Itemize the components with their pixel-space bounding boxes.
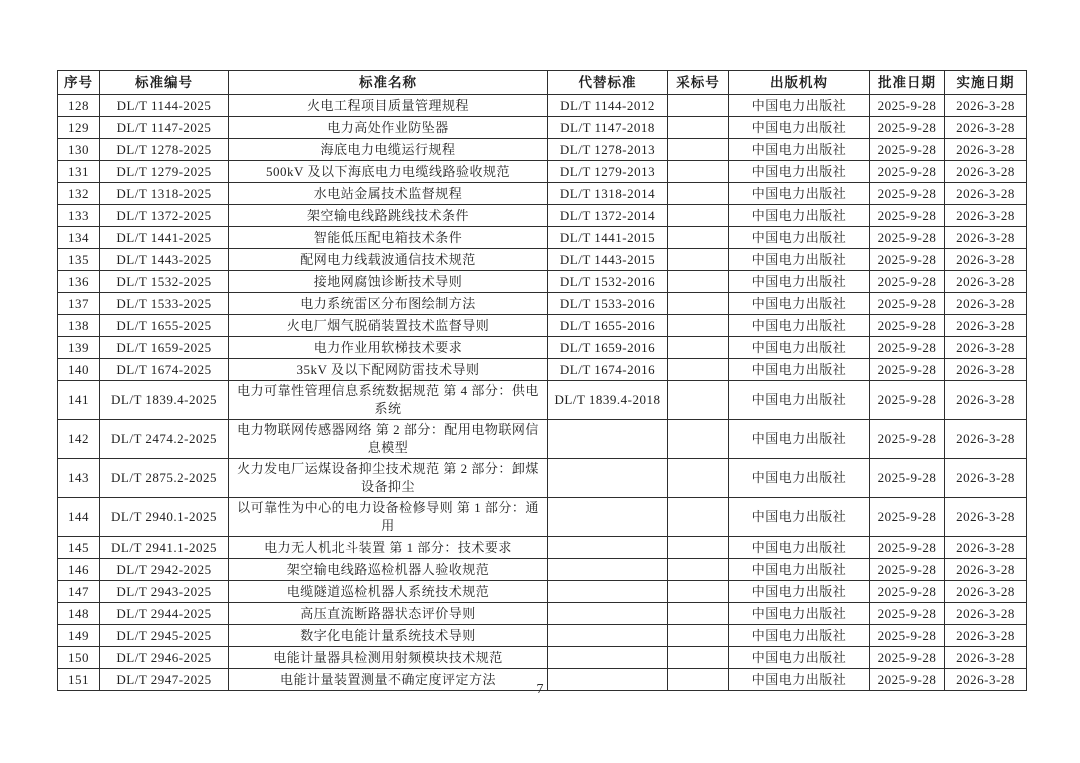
cell-adopt (668, 581, 729, 603)
cell-no: 146 (58, 559, 100, 581)
cell-approved: 2025-9-28 (870, 293, 945, 315)
cell-name: 数字化电能计量系统技术导则 (229, 625, 548, 647)
table-row (58, 293, 1027, 315)
table-row (58, 559, 1027, 581)
cell-publisher: 中国电力出版社 (729, 95, 870, 117)
cell-publisher: 中国电力出版社 (729, 249, 870, 271)
cell-adopt (668, 498, 729, 537)
cell-code: DL/T 2942-2025 (100, 559, 229, 581)
table-row (58, 161, 1027, 183)
cell-adopt (668, 249, 729, 271)
cell-adopt (668, 139, 729, 161)
cell-name: 水电站金属技术监督规程 (229, 183, 548, 205)
cell-approved: 2025-9-28 (870, 95, 945, 117)
cell-name: 电力无人机北斗装置 第 1 部分：技术要求 (229, 537, 548, 559)
cell-name: 电力物联网传感器网络 第 2 部分：配用电物联网信息模型 (229, 420, 548, 459)
table-row (58, 183, 1027, 205)
cell-no: 142 (58, 420, 100, 459)
cell-approved: 2025-9-28 (870, 183, 945, 205)
cell-approved: 2025-9-28 (870, 669, 945, 691)
cell-publisher: 中国电力出版社 (729, 117, 870, 139)
cell-code: DL/T 2875.2-2025 (100, 459, 229, 498)
cell-replaces: DL/T 1441-2015 (548, 227, 668, 249)
cell-no: 136 (58, 271, 100, 293)
cell-effective: 2026-3-28 (945, 669, 1027, 691)
cell-adopt (668, 117, 729, 139)
cell-adopt (668, 420, 729, 459)
cell-publisher: 中国电力出版社 (729, 293, 870, 315)
table-row (58, 581, 1027, 603)
cell-code: DL/T 1674-2025 (100, 359, 229, 381)
table-row (58, 227, 1027, 249)
cell-replaces: DL/T 1279-2013 (548, 161, 668, 183)
cell-name: 电力作业用软梯技术要求 (229, 337, 548, 359)
cell-adopt (668, 381, 729, 420)
table-row (58, 537, 1027, 559)
cell-publisher: 中国电力出版社 (729, 559, 870, 581)
cell-no: 147 (58, 581, 100, 603)
cell-effective: 2026-3-28 (945, 337, 1027, 359)
cell-name: 接地网腐蚀诊断技术导则 (229, 271, 548, 293)
cell-replaces: DL/T 1144-2012 (548, 95, 668, 117)
cell-approved: 2025-9-28 (870, 459, 945, 498)
cell-name: 电缆隧道巡检机器人系统技术规范 (229, 581, 548, 603)
cell-replaces (548, 625, 668, 647)
cell-replaces: DL/T 1278-2013 (548, 139, 668, 161)
header-no: 序号 (58, 71, 100, 95)
table-row (58, 625, 1027, 647)
cell-adopt (668, 537, 729, 559)
cell-code: DL/T 2940.1-2025 (100, 498, 229, 537)
cell-approved: 2025-9-28 (870, 249, 945, 271)
cell-publisher: 中国电力出版社 (729, 669, 870, 691)
cell-effective: 2026-3-28 (945, 95, 1027, 117)
cell-adopt (668, 647, 729, 669)
cell-effective: 2026-3-28 (945, 537, 1027, 559)
cell-code: DL/T 1532-2025 (100, 271, 229, 293)
cell-replaces: DL/T 1318-2014 (548, 183, 668, 205)
cell-replaces (548, 537, 668, 559)
cell-publisher: 中国电力出版社 (729, 498, 870, 537)
cell-publisher: 中国电力出版社 (729, 183, 870, 205)
cell-no: 128 (58, 95, 100, 117)
cell-code: DL/T 1655-2025 (100, 315, 229, 337)
cell-approved: 2025-9-28 (870, 537, 945, 559)
cell-no: 135 (58, 249, 100, 271)
standards-table-header (58, 71, 1027, 95)
header-replaces: 代替标准 (548, 71, 668, 95)
cell-publisher: 中国电力出版社 (729, 537, 870, 559)
cell-code: DL/T 1372-2025 (100, 205, 229, 227)
cell-name: 500kV 及以下海底电力电缆线路验收规范 (229, 161, 548, 183)
cell-name: 架空输电线路跳线技术条件 (229, 205, 548, 227)
table-row (58, 381, 1027, 420)
cell-replaces (548, 603, 668, 625)
cell-effective: 2026-3-28 (945, 205, 1027, 227)
cell-code: DL/T 1533-2025 (100, 293, 229, 315)
cell-approved: 2025-9-28 (870, 271, 945, 293)
cell-approved: 2025-9-28 (870, 581, 945, 603)
cell-approved: 2025-9-28 (870, 647, 945, 669)
cell-replaces (548, 559, 668, 581)
cell-publisher: 中国电力出版社 (729, 161, 870, 183)
cell-no: 132 (58, 183, 100, 205)
cell-name: 35kV 及以下配网防雷技术导则 (229, 359, 548, 381)
cell-no: 133 (58, 205, 100, 227)
cell-no: 148 (58, 603, 100, 625)
cell-adopt (668, 227, 729, 249)
cell-effective: 2026-3-28 (945, 420, 1027, 459)
cell-publisher: 中国电力出版社 (729, 139, 870, 161)
cell-adopt (668, 459, 729, 498)
cell-effective: 2026-3-28 (945, 625, 1027, 647)
cell-no: 138 (58, 315, 100, 337)
table-row (58, 459, 1027, 498)
cell-no: 129 (58, 117, 100, 139)
cell-approved: 2025-9-28 (870, 603, 945, 625)
cell-no: 130 (58, 139, 100, 161)
cell-effective: 2026-3-28 (945, 293, 1027, 315)
cell-publisher: 中国电力出版社 (729, 625, 870, 647)
cell-name: 配网电力线载波通信技术规范 (229, 249, 548, 271)
cell-code: DL/T 1278-2025 (100, 139, 229, 161)
cell-no: 143 (58, 459, 100, 498)
table-row (58, 271, 1027, 293)
cell-name: 电力高处作业防坠器 (229, 117, 548, 139)
cell-code: DL/T 2945-2025 (100, 625, 229, 647)
cell-name: 火力发电厂运煤设备抑尘技术规范 第 2 部分：卸煤设备抑尘 (229, 459, 548, 498)
cell-adopt (668, 161, 729, 183)
cell-code: DL/T 2474.2-2025 (100, 420, 229, 459)
page-number: 7 (536, 682, 544, 697)
cell-replaces: DL/T 1532-2016 (548, 271, 668, 293)
cell-approved: 2025-9-28 (870, 227, 945, 249)
table-row (58, 95, 1027, 117)
header-row (58, 71, 1027, 95)
table-row (58, 420, 1027, 459)
cell-effective: 2026-3-28 (945, 161, 1027, 183)
cell-replaces (548, 498, 668, 537)
cell-approved: 2025-9-28 (870, 205, 945, 227)
cell-adopt (668, 315, 729, 337)
cell-no: 139 (58, 337, 100, 359)
cell-name: 电力可靠性管理信息系统数据规范 第 4 部分：供电系统 (229, 381, 548, 420)
cell-approved: 2025-9-28 (870, 359, 945, 381)
cell-replaces (548, 647, 668, 669)
header-adopt: 采标号 (668, 71, 729, 95)
cell-code: DL/T 1443-2025 (100, 249, 229, 271)
cell-adopt (668, 183, 729, 205)
cell-publisher: 中国电力出版社 (729, 459, 870, 498)
cell-code: DL/T 2947-2025 (100, 669, 229, 691)
cell-publisher: 中国电力出版社 (729, 581, 870, 603)
cell-adopt (668, 95, 729, 117)
cell-publisher: 中国电力出版社 (729, 359, 870, 381)
cell-code: DL/T 2944-2025 (100, 603, 229, 625)
cell-replaces: DL/T 1659-2016 (548, 337, 668, 359)
cell-effective: 2026-3-28 (945, 359, 1027, 381)
cell-code: DL/T 1318-2025 (100, 183, 229, 205)
cell-replaces: DL/T 1655-2016 (548, 315, 668, 337)
table-row (58, 647, 1027, 669)
cell-approved: 2025-9-28 (870, 498, 945, 537)
cell-name: 智能低压配电箱技术条件 (229, 227, 548, 249)
cell-name: 火电厂烟气脱硝装置技术监督导则 (229, 315, 548, 337)
cell-name: 高压直流断路器状态评价导则 (229, 603, 548, 625)
table-row (58, 249, 1027, 271)
cell-publisher: 中国电力出版社 (729, 271, 870, 293)
cell-adopt (668, 205, 729, 227)
table-row (58, 337, 1027, 359)
cell-name: 以可靠性为中心的电力设备检修导则 第 1 部分：通用 (229, 498, 548, 537)
cell-adopt (668, 603, 729, 625)
cell-effective: 2026-3-28 (945, 498, 1027, 537)
standards-table-body (58, 95, 1027, 691)
header-name: 标准名称 (229, 71, 548, 95)
table-row (58, 117, 1027, 139)
cell-publisher: 中国电力出版社 (729, 315, 870, 337)
header-effective: 实施日期 (945, 71, 1027, 95)
cell-effective: 2026-3-28 (945, 315, 1027, 337)
cell-effective: 2026-3-28 (945, 559, 1027, 581)
cell-name: 电力系统雷区分布图绘制方法 (229, 293, 548, 315)
cell-publisher: 中国电力出版社 (729, 381, 870, 420)
table-row (58, 603, 1027, 625)
cell-replaces (548, 459, 668, 498)
cell-approved: 2025-9-28 (870, 117, 945, 139)
cell-effective: 2026-3-28 (945, 581, 1027, 603)
cell-no: 150 (58, 647, 100, 669)
cell-effective: 2026-3-28 (945, 117, 1027, 139)
cell-replaces: DL/T 1674-2016 (548, 359, 668, 381)
cell-effective: 2026-3-28 (945, 459, 1027, 498)
cell-code: DL/T 1659-2025 (100, 337, 229, 359)
cell-name: 架空输电线路巡检机器人验收规范 (229, 559, 548, 581)
cell-publisher: 中国电力出版社 (729, 420, 870, 459)
cell-code: DL/T 2946-2025 (100, 647, 229, 669)
cell-effective: 2026-3-28 (945, 381, 1027, 420)
cell-no: 145 (58, 537, 100, 559)
cell-approved: 2025-9-28 (870, 381, 945, 420)
cell-effective: 2026-3-28 (945, 603, 1027, 625)
cell-adopt (668, 293, 729, 315)
cell-effective: 2026-3-28 (945, 183, 1027, 205)
cell-publisher: 中国电力出版社 (729, 227, 870, 249)
cell-code: DL/T 1147-2025 (100, 117, 229, 139)
header-publisher: 出版机构 (729, 71, 870, 95)
cell-code: DL/T 1279-2025 (100, 161, 229, 183)
cell-code: DL/T 2943-2025 (100, 581, 229, 603)
cell-effective: 2026-3-28 (945, 271, 1027, 293)
cell-publisher: 中国电力出版社 (729, 603, 870, 625)
cell-no: 131 (58, 161, 100, 183)
table-row (58, 139, 1027, 161)
cell-replaces (548, 420, 668, 459)
cell-name: 火电工程项目质量管理规程 (229, 95, 548, 117)
cell-code: DL/T 1441-2025 (100, 227, 229, 249)
cell-adopt (668, 625, 729, 647)
cell-approved: 2025-9-28 (870, 625, 945, 647)
cell-replaces (548, 581, 668, 603)
cell-approved: 2025-9-28 (870, 337, 945, 359)
standards-table (57, 70, 1027, 691)
cell-effective: 2026-3-28 (945, 249, 1027, 271)
cell-approved: 2025-9-28 (870, 420, 945, 459)
cell-no: 141 (58, 381, 100, 420)
cell-no: 149 (58, 625, 100, 647)
cell-adopt (668, 359, 729, 381)
cell-no: 140 (58, 359, 100, 381)
cell-approved: 2025-9-28 (870, 161, 945, 183)
cell-no: 137 (58, 293, 100, 315)
cell-adopt (668, 271, 729, 293)
cell-effective: 2026-3-28 (945, 139, 1027, 161)
cell-approved: 2025-9-28 (870, 559, 945, 581)
cell-publisher: 中国电力出版社 (729, 337, 870, 359)
cell-name: 海底电力电缆运行规程 (229, 139, 548, 161)
cell-code: DL/T 2941.1-2025 (100, 537, 229, 559)
header-approved: 批准日期 (870, 71, 945, 95)
cell-replaces: DL/T 1533-2016 (548, 293, 668, 315)
cell-code: DL/T 1839.4-2025 (100, 381, 229, 420)
table-row (58, 315, 1027, 337)
cell-adopt (668, 559, 729, 581)
cell-approved: 2025-9-28 (870, 315, 945, 337)
cell-publisher: 中国电力出版社 (729, 205, 870, 227)
cell-code: DL/T 1144-2025 (100, 95, 229, 117)
table-row (58, 205, 1027, 227)
cell-replaces: DL/T 1147-2018 (548, 117, 668, 139)
cell-approved: 2025-9-28 (870, 139, 945, 161)
cell-effective: 2026-3-28 (945, 647, 1027, 669)
header-code: 标准编号 (100, 71, 229, 95)
cell-no: 134 (58, 227, 100, 249)
cell-name: 电能计量装置测量不确定度评定方法 (229, 669, 548, 691)
cell-replaces: DL/T 1443-2015 (548, 249, 668, 271)
table-row (58, 359, 1027, 381)
cell-no: 151 (58, 669, 100, 691)
table-row (58, 498, 1027, 537)
cell-publisher: 中国电力出版社 (729, 647, 870, 669)
cell-effective: 2026-3-28 (945, 227, 1027, 249)
cell-no: 144 (58, 498, 100, 537)
cell-name: 电能计量器具检测用射频模块技术规范 (229, 647, 548, 669)
cell-replaces: DL/T 1839.4-2018 (548, 381, 668, 420)
cell-replaces: DL/T 1372-2014 (548, 205, 668, 227)
cell-adopt (668, 337, 729, 359)
